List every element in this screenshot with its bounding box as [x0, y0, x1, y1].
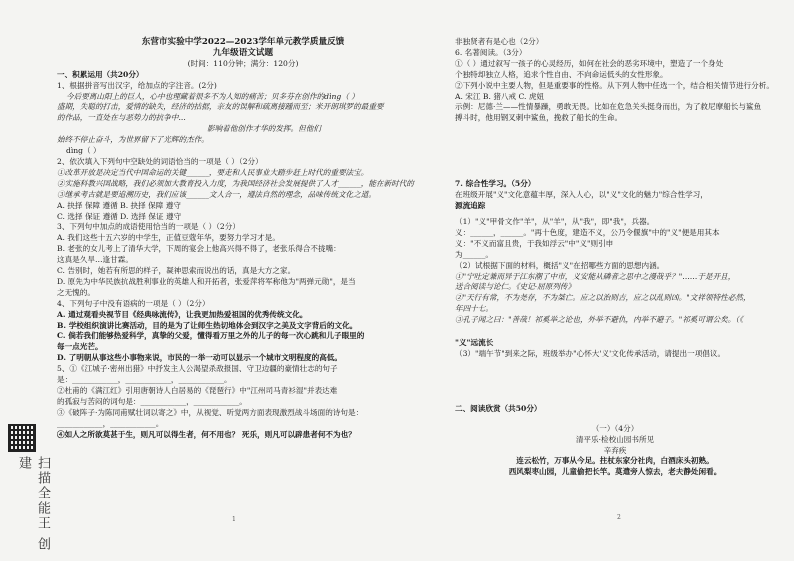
option-line: 之无愧的。 — [57, 287, 95, 297]
question-line: 示例：尼德·兰——性情暴躁，勇敢无畏。比如在危急关头挺身而出，为了救尼摩船长与鲨鱼 — [455, 102, 762, 112]
question-line: 非独贤者有是心也（2分） — [455, 37, 544, 46]
question-line: ④如人之所欲莫甚于生，则凡可以得生者，何不用也？ 死乐，则凡可以辟患者何不为也？ — [57, 429, 356, 439]
page-number-left: 1 — [232, 516, 236, 523]
question-line: （1）"义"甲骨文作"羊"，从"羊"，从"我"，即"我"，兵器。 — [455, 216, 655, 226]
question-line: 在班级开展"义"文化意蕴丰厚，深入人心，以"义"文化的魅力"综合性学习， — [455, 190, 708, 200]
question-line: ③《破阵子·为陈同甫赋壮词以寄之》中，从视觉、听觉两方面表现激烈战斗场面的诗句是： — [57, 407, 364, 417]
qr-code-icon — [8, 424, 36, 452]
question-line: 6. 名著阅读。（3分） — [455, 47, 527, 57]
poem-line: 西风梨枣山园，儿童偷把长竿。莫遣旁人惊去，老夫静处闲看。 — [508, 467, 722, 477]
material-line: 送合阅读与论仁。《史记·屈原列传》 — [455, 282, 576, 292]
option-line: D. 原先为中华民族抗战胜利事业的英雄人和开拓者，张爱萍将军称他为"两弹元勋"，是当 — [57, 276, 356, 286]
right-column — [455, 0, 775, 478]
section-title: 二、阅读欣赏（共50分） — [455, 403, 542, 413]
option-line: D. 了明朝从事这些小事物来说，市民的一举一动可以显示一个城市文明程度的高低。 — [57, 353, 342, 363]
exam-subtitle: 九年级语文试题 — [212, 47, 274, 58]
material-line: ①"宁吐定兼而异于江东潮了中市，义安能从磷者之思中之漫哉乎？"……于是开且， — [455, 271, 736, 281]
question-line: dìng（ ） — [66, 146, 101, 156]
question-line: （2）试根据下面的材料，概括"义"在招哪些方面的思想内涵。 — [455, 260, 665, 270]
question-line: 义：______，______。"再十色度，建造不义，公乃令偃旗"中的"义"便是用其本 — [455, 227, 720, 237]
scanner-watermark: 扫描全能王 创建 — [16, 456, 50, 553]
option-line: A. 通过观看央视节目《经典咏流传》，让我更加热爱祖国的优秀传统文化。 — [57, 309, 308, 319]
question-line: 义："不义而富且贵，于我如浮云"中"义"则引申 — [455, 238, 614, 248]
question-line: 个独特却独立人格，追求个性自由、不向命运低头的女性形象。 — [455, 69, 668, 79]
poem-author: 辛弃疾 — [603, 445, 627, 455]
question-line: ②下列小说中主要人物，但是重要事的性格。从下列人物中任选一个，结合相关情节进行分析。 — [455, 80, 774, 90]
poem-part-label: （一）（4分） — [591, 423, 639, 433]
option-line: A. 宋江 B. 猪八戒 C. 虎妞 — [455, 91, 545, 101]
option-line: C. 倘若我们能够热爱科学，真挚的父爱，懂得看万里之外的儿子的每一次心跳和儿子眼里的 — [57, 331, 365, 341]
question-line: 5、①《江城子·密州出猎》中抒发主人公渴望杀敌报国、守卫边疆的豪情壮志的句子 — [57, 364, 338, 374]
left-column — [57, 0, 429, 441]
subsection-title: 源流追踪 — [455, 201, 486, 211]
poem-title: 清平乐·检校山园书所见 — [575, 434, 655, 444]
question-line: 1、根据拼音写出汉字，给加点的字注音。(2分) — [57, 80, 217, 90]
question-line: 2、依次填入下列句中空缺处的词语恰当的一项是（ ）（2分） — [57, 156, 263, 166]
exam-title: 东营市实验中学2022—2023学年单元教学质量反馈 — [141, 37, 345, 47]
question-line: 盛期，失聪的打击，爱情的缺失，经济的拮据，亲友的误解和疏离接踵而至；米开朗琪罗的最重要 — [57, 102, 384, 112]
option-line: A. 我们这些十五六岁的中学生，正值豆蔻年华，要努力学习才是。 — [57, 233, 280, 243]
option-line: C. 告别时，她若有所思的样子，凝神思索而说出的话，真是大方之家。 — [57, 266, 296, 276]
material-line: ②"天行有常，不为尧存，不为桀亡。应之以治则吉，应之以乱则凶。"文祥领特性必然， — [455, 293, 751, 303]
section-title: 7. 综合性学习。（5分） — [455, 179, 536, 189]
poem-line: 连云松竹，万事从今足。拄杖东家分社肉，白酒床头初熟。 — [516, 456, 714, 466]
question-line: ②实施科教兴国战略，我们必须加大教育投入力度，为我国经济社会发展提供了人才______，能在新时代的 — [57, 178, 414, 188]
question-line: ②杜甫的《满江红》引用唐朝诗人白居易的《琵琶行》中"江州司马青衫湿"并表达难 — [57, 386, 338, 395]
question-line: ①改革开放是决定当代中国命运的关键______，要走和人民事业大踏步赶上时代的重要法宝。 — [57, 167, 369, 177]
answer-blank-line: 是：____________，____________，____________。 — [57, 375, 232, 385]
question-line: 今后要离山阳上的巨人，心中也理藏着很多不为人知的痛苦；贝多芬在创作的dìng（ ） — [66, 91, 359, 101]
answer-blank-line: 的孤寂与苦闷的词句是：____________，____________。 — [57, 396, 247, 406]
material-line: ③孔子闻之曰："善哉！祁奚举之论也，外举不避仇，内举不避子。"祁奚可谓公矣。（《 — [455, 315, 743, 325]
question-line: 搏斗时，他用钢叉刺中鲨鱼，挽救了船长的生命。 — [455, 113, 623, 123]
question-line: （3）"端午节"到来之际，班级举办"心怀大'义'文化传承活动，请提出一项倡议。 — [455, 348, 726, 358]
question-line: ③继承考古就是要追溯历史，我们应该______文人合一，遵法自然的理念，品味传统文化之道。 — [57, 189, 376, 199]
subsection-title: "义"远流长 — [455, 338, 494, 348]
question-line: 的作品，一直处在与恶势力的抗争中... — [57, 113, 186, 123]
option-line: A. 抉择 保障 遵循 B. 抉择 保障 遵守 — [57, 200, 181, 210]
option-line: 每一点光芒。 — [57, 342, 103, 352]
material-line: 年四十七。 — [455, 304, 493, 314]
option-line: 这真是久旱…逢甘霖。 — [57, 255, 133, 265]
question-line: 4、下列句子中没有语病的一项是（ ）（2分） — [57, 298, 210, 308]
section-title: 一、积累运用（共20分） — [57, 69, 144, 79]
option-line: C. 选择 保证 遵循 D. 选择 保证 遵守 — [57, 211, 182, 221]
question-line: ①（ ）通过叙写一孩子的心灵经历，如何在社会的恶劣环境中，塑造了一个身处 — [455, 58, 724, 68]
option-line: B. 学校组织演讲比赛活动，目的是为了让师生热切地体会到汉字之美及文字背后的文化。 — [57, 320, 358, 330]
question-line: 为______。 — [455, 249, 493, 259]
scanner-margin — [0, 0, 48, 561]
question-line: 3、下列句中加点的成语使用恰当的一项是（ ）（2分） — [57, 222, 240, 232]
question-line: 始终不停止奋斗，为世界留下了光辉的杰作。 — [57, 135, 209, 145]
page-number-right: 2 — [617, 514, 621, 521]
exam-time-info: (时间：110分钟；满分：120分) — [187, 58, 299, 68]
option-line: B. 老张的女儿考上了清华大学，下周的宴会上他高兴得不得了，老张乐得合不拢嘴： — [57, 244, 341, 254]
question-line: 影响着他创作才华的发挥。但他们 — [207, 124, 321, 134]
answer-blank-line: ____________，____________。 — [57, 418, 164, 428]
